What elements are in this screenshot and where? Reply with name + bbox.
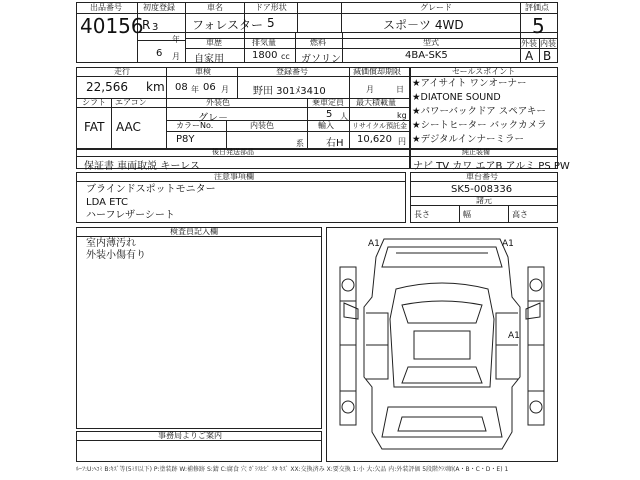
fuel-label: 燃料 <box>310 38 326 47</box>
cap-label: 乗車定員 <box>312 98 344 107</box>
shaken-year: 08 <box>175 82 188 93</box>
sales-list <box>412 77 547 147</box>
inspector-notes <box>86 238 146 262</box>
height-label: 高さ <box>512 210 528 219</box>
model: 4BA-SK5 <box>405 50 448 61</box>
equip-label: 純正装備 <box>462 148 490 156</box>
color-no: P8Y <box>176 134 195 145</box>
shaken-month: 06 <box>203 82 216 93</box>
era: R <box>142 18 151 32</box>
sales-label: セールスポイント <box>452 67 516 76</box>
handle: 右H <box>326 138 344 149</box>
inspector-line: 室内薄汚れ <box>86 238 136 249</box>
repl-label: 減価償却期限 <box>353 67 401 76</box>
month-unit: 月 <box>172 52 180 61</box>
repl-month: 月 <box>366 85 374 94</box>
car-name: フォレスター <box>192 18 264 32</box>
damage-mark: A1 <box>502 239 514 249</box>
sales-item: ★アイサイト ワンオーナー <box>412 78 527 89</box>
use: 自家用 <box>194 54 224 65</box>
disp-label: 排気量 <box>252 38 276 47</box>
fuel: ガソリン <box>301 54 341 65</box>
doors: 5 <box>267 16 275 30</box>
inspector-label: 検査員記入欄 <box>170 227 218 236</box>
frame-number: SK5-008336 <box>451 184 513 195</box>
ext-grade: A <box>525 49 534 63</box>
shift: FAT <box>84 120 105 134</box>
width-label: 幅 <box>463 210 471 219</box>
grade: スポ－ツ 4WD <box>383 18 464 32</box>
int-label: 内装 <box>540 39 556 48</box>
lot-number: 40156 <box>80 14 144 38</box>
load-label: 最大積載量 <box>356 98 396 107</box>
lot-label: 出品番号 <box>90 3 122 12</box>
sales-item: ★パワーバックドア スペアキー <box>412 106 546 117</box>
import-label: 輸入 <box>318 121 334 130</box>
score-label: 評価点 <box>525 3 549 12</box>
shaken-month-unit: 月 <box>221 85 229 94</box>
color-label: 外装色 <box>206 98 230 107</box>
note-line: LDA ETC <box>86 197 128 208</box>
car-name-label: 車名 <box>207 3 223 12</box>
year-unit: 年 <box>172 35 180 44</box>
doors-label: ドア形状 <box>255 3 287 12</box>
docs-label: 後日発送部品 <box>212 148 254 156</box>
mileage-unit: km <box>146 80 165 94</box>
int-grade: B <box>543 49 552 63</box>
capacity: 5 <box>326 109 333 120</box>
int-color-label: 内装色 <box>250 121 274 130</box>
reg-label: 登録番号 <box>276 67 308 76</box>
score: 5 <box>532 14 545 38</box>
notes-list <box>86 183 216 222</box>
ext-label: 外装 <box>521 39 537 48</box>
length-label: 長さ <box>414 210 430 219</box>
color-no-label: カラーNo. <box>176 121 214 130</box>
equip-value: ナビ TV カワ エアB アルミ PS PW <box>413 161 570 172</box>
model-label: 型式 <box>423 38 439 47</box>
car-diagram <box>326 227 558 462</box>
int-color-unit: 系 <box>296 139 304 148</box>
dims-label: 諸元 <box>476 196 492 205</box>
shaken-year-unit: 年 <box>191 85 199 94</box>
notes-label: 注意事項欄 <box>214 172 254 181</box>
damage-mark: A1 <box>368 239 380 249</box>
inspector-line: 外装小傷有り <box>86 250 146 261</box>
office-label: 事務局よりご案内 <box>158 431 222 440</box>
shift-label: シフト <box>82 98 106 107</box>
disp: 1800 <box>252 50 278 61</box>
ac-label: エアコン <box>115 98 147 107</box>
ac: AAC <box>116 120 141 134</box>
note-line: ブラインドスポットモニター <box>86 184 216 195</box>
sales-item: ★シートヒーター バックカメラ <box>412 120 547 131</box>
repl-day: 日 <box>396 85 404 94</box>
note-line: ハーフレザーシート <box>86 210 175 221</box>
disp-unit: cc <box>281 52 290 61</box>
docs-value: 保証書 車両取説 キーレス <box>84 161 200 172</box>
recycle-unit: 円 <box>398 137 406 146</box>
mileage: 22,566 <box>86 80 128 94</box>
load-unit: kg <box>397 111 407 120</box>
reg-number: 野田 301ﾒ3410 <box>253 86 326 97</box>
first-reg-label: 初度登録 <box>143 3 175 12</box>
recycle-label: リサイクル預託金 <box>352 122 408 130</box>
mileage-label: 走行 <box>114 67 130 76</box>
grade-label: グレード <box>420 3 452 12</box>
frame-label: 車台番号 <box>466 172 498 181</box>
sales-item: ★DIATONE SOUND <box>412 92 501 103</box>
legend-text: ﾙｰﾌ:U:ﾍｺﾐ B:ｷｽﾞ等(5ﾐﾘ以下) P:塗装跡 W:補修跡 S:錆 C:腐食 穴 ｶﾞﾗｽﾋﾋﾞ ｽﾀ ｷｽﾞ XX:交換済み X:要交換 1:小 大:欠品 内:外装評価 5段階ｸﾗｽ順(A・B・C・D・E) 1 <box>76 466 509 473</box>
recycle: 10,620 <box>357 134 392 145</box>
cap-unit: 人 <box>340 112 348 121</box>
damage-mark: A1 <box>508 331 520 341</box>
month: 6 <box>156 48 163 59</box>
year: 3 <box>152 22 159 33</box>
shaken-label: 車検 <box>195 67 211 76</box>
color: グレ－ <box>198 113 228 124</box>
use-label: 車歴 <box>206 38 222 47</box>
sales-item: ★デジタルインナーミラー <box>412 134 524 145</box>
